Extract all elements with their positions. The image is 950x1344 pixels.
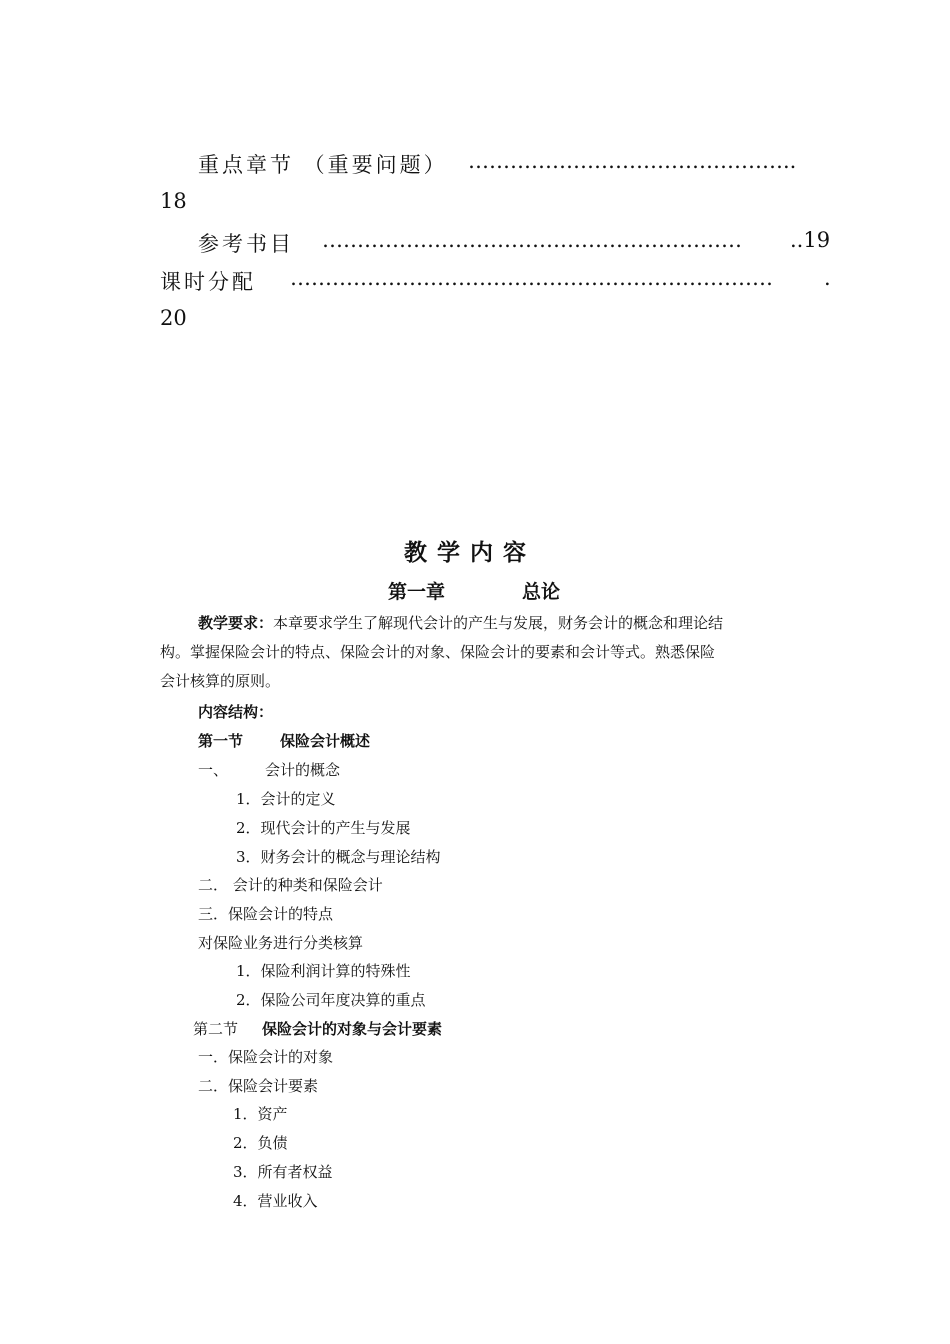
s1-item-3-sub-1: 1．保险利润计算的特殊性 [236,962,411,980]
requirement-label: 教学要求： [198,614,274,632]
toc-entry-2-page: ..19 [790,228,831,252]
toc-entry-3-page: 20 [160,306,187,330]
toc-entry-2-dots: …………………………………………………… [322,228,742,252]
s2-item-2-sub-4: 4．营业收入 [233,1192,318,1210]
section-1-title: 保险会计概述 [280,732,371,750]
s1-item-3-sub-2: 2．保险公司年度决算的重点 [236,991,426,1009]
s1-item-3: 三．保险会计的特点 [198,905,334,923]
toc-entry-3-dots: …………………………………………………………… [290,266,773,290]
chapter-label: 第一章 [388,581,446,603]
s1-item-1-sub-1: 1．会计的定义 [236,790,336,808]
s2-item-2: 二．保险会计要素 [198,1077,319,1095]
s1-item-1-sub-3: 3．财务会计的概念与理论结构 [236,848,441,866]
s1-item-2: 二． 会计的种类和保险会计 [198,876,383,894]
s2-item-1: 一．保险会计的对象 [198,1048,334,1066]
section-2-label: 第二节 [193,1020,239,1038]
toc-entry-2-title: 参考书目 [198,232,294,256]
toc-entry-1-dots: ……………………………………….. [468,149,797,173]
toc-entry-3-title: 课时分配 [160,270,256,294]
toc-entry-3-page-suffix: . [824,266,831,290]
toc-entry-1-page: 18 [160,189,187,213]
requirement-line-2: 构。掌握保险会计的特点、保险会计的对象、保险会计的要素和会计等式。熟悉保险 [160,643,716,661]
structure-label: 内容结构： [198,703,274,721]
s2-item-2-sub-2: 2．负债 [233,1134,288,1152]
requirement-line-3: 会计核算的原则。 [160,672,281,690]
chapter-name: 总论 [522,581,561,603]
s1-item-1: 会计的概念 [265,761,341,779]
s1-item-1-number: 一、 [198,761,229,779]
requirement-line-1 [198,609,723,638]
s1-item-3-note: 对保险业务进行分类核算 [198,934,364,952]
section-1-label: 第一节 [198,732,244,750]
requirement-text-1: 本章要求学生了解现代会计的产生与发展，财务会计的概念和理论结 [273,614,724,632]
toc-entry-1-title: 重点章节 （重要问题） [198,153,448,177]
section-2-title: 保险会计的对象与会计要素 [262,1020,443,1038]
page-title: 教学内容 [404,540,536,566]
s1-item-1-sub-2: 2．现代会计的产生与发展 [236,819,411,837]
s2-item-2-sub-3: 3．所有者权益 [233,1163,333,1181]
s2-item-2-sub-1: 1．资产 [233,1105,288,1123]
